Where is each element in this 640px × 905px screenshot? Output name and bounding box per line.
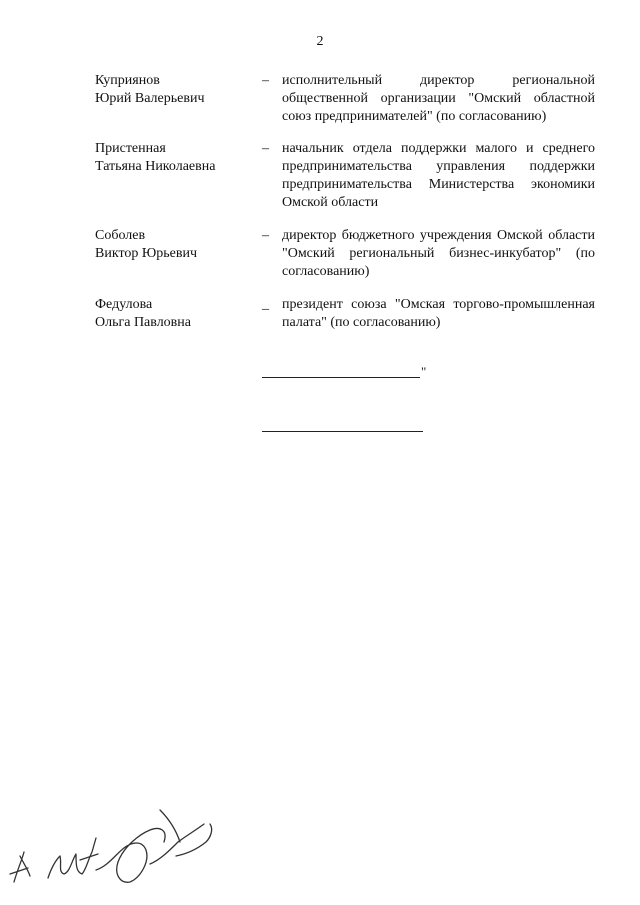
separator-line [262, 377, 420, 378]
member-role: начальник отдела поддержки малого и среднего предпринимательства управления поддержки предпринимательства Министерства экономики Омской области [282, 141, 595, 210]
handwritten-signature [0, 790, 230, 905]
member-dash: _ [262, 297, 269, 312]
member-surname: Соболев [95, 228, 146, 243]
member-surname: Куприянов [95, 73, 160, 88]
member-given-name: Ольга Павловна [95, 315, 191, 330]
closing-quote: " [421, 364, 427, 379]
member-name [95, 227, 255, 263]
member-dash: – [262, 141, 269, 156]
separator-line [262, 431, 423, 432]
member-surname: Пристенная [95, 141, 166, 156]
member-dash: – [262, 73, 269, 88]
member-role: президент союза "Омская торгово-промышленная палата" (по согласованию) [282, 297, 595, 330]
member-given-name: Юрий Валерьевич [95, 91, 205, 106]
member-given-name: Виктор Юрьевич [95, 246, 198, 261]
member-role: директор бюджетного учреждения Омской области "Омский региональный бизнес-инкубатор" (по согласованию) [282, 228, 595, 279]
member-surname: Федулова [95, 297, 153, 312]
member-dash: – [262, 228, 269, 243]
page-number: 2 [316, 34, 324, 49]
member-role: исполнительный директор региональной общественной организации "Омский областной союз предпринимателей" (по согласованию) [282, 73, 595, 124]
member-given-name: Татьяна Николаевна [95, 159, 216, 174]
member-name [95, 140, 255, 176]
member-name [95, 296, 255, 332]
member-name [95, 72, 255, 108]
